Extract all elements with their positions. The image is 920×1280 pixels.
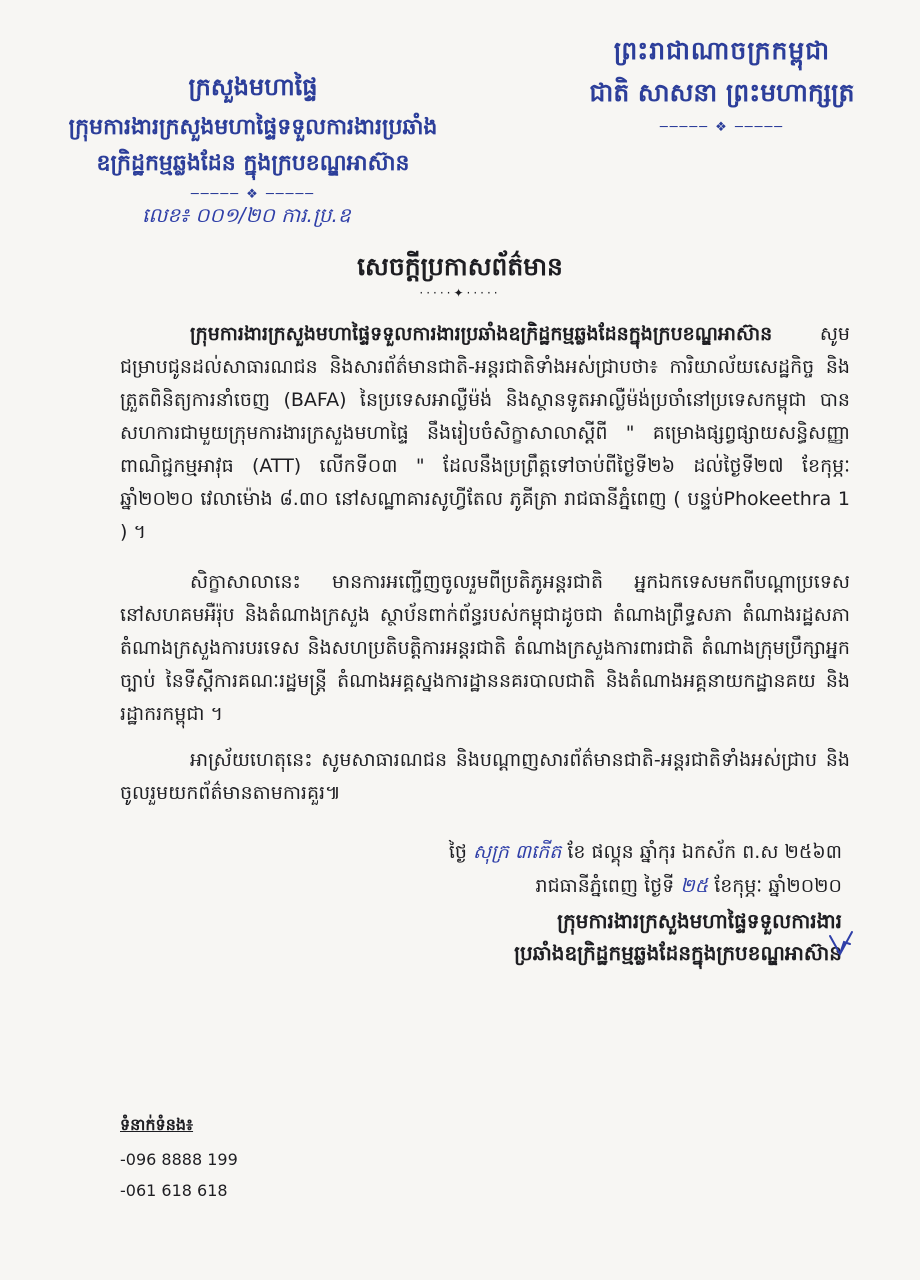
ornament-icon: ───── ❖ ───── xyxy=(190,187,316,202)
reference-number: លេខ៖ ០០១/២០ ការ.ប្រ.ឧ xyxy=(142,203,351,227)
ministry-header xyxy=(38,72,468,202)
kingdom-header xyxy=(572,36,872,135)
working-group-scope: ឧក្រិដ្ឋកម្មឆ្លងដែន ក្នុងក្របខណ្ឌអាស៊ាន xyxy=(96,151,410,176)
solar-date-prefix: រាជធានីភ្នំពេញ ថ្ងៃទី xyxy=(535,875,675,897)
lunar-date-prefix: ថ្ងៃ xyxy=(448,841,467,863)
contact-label: ទំនាក់ទំនង៖ xyxy=(120,1115,194,1134)
signature-mark-icon xyxy=(828,930,854,958)
lunar-date xyxy=(449,835,842,869)
ministry-name: ក្រសួងមហាផ្ទៃ xyxy=(188,73,318,101)
signature-line-2: ប្រឆាំងឧក្រិដ្ឋកម្មឆ្លងដែនក្នុងក្របខណ្ឌអាស៊ាន xyxy=(514,941,842,965)
signature-line-1: ក្រុមការងារក្រសួងមហាផ្ទៃទទួលការងារ xyxy=(557,909,842,933)
solar-date-handwritten: ២៥ xyxy=(680,875,709,897)
contact-phone-2: -061 618 618 xyxy=(120,1181,228,1200)
paragraph-1 xyxy=(120,318,850,549)
kingdom-name: ព្រះរាជាណាចក្រកម្ពុជា xyxy=(613,36,831,65)
contact-phone-1: -096 8888 199 xyxy=(120,1150,238,1169)
signature-block xyxy=(514,905,842,969)
paragraph-1-body: សូមជម្រាបជូនដល់សាធារណជន និងសារព័ត៌មានជាតិ-អន្តរជាតិទាំងអស់ជ្រាបថា៖ ការិយាល័យសេដ្ឋកិច្ច និងត្រួតពិនិត្យការនាំចេញ (BAFA) នៃប្រទេសអាល្លឺម៉ង់ និងស្ថានទូតអាល្លឺម៉ង់ប្រចាំនៅប្រទេសកម្ពុជា បានសហការជាមួយក្រុមការងារក្រសួងមហាផ្ទៃ នឹងរៀបចំសិក្ខាសាលាស្តីពី " គម្រោងផ្សព្វផ្សាយសន្ធិសញ្ញាពាណិជ្ជកម្មអាវុធ (ATT) លើកទី០៣ " ដែលនឹងប្រព្រឹត្តទៅចាប់ពីថ្ងៃទី២៦ ដល់ថ្ងៃទី២៧ ខែកុម្ភៈ ឆ្នាំ២០២០ វេលាម៉ោង ៨.៣០ នៅសណ្ឋាគារសូហ្វីតែល ភូគីត្រា រាជធានីភ្នំពេញ ( បន្ទប់Phokeethra 1 ) ។ xyxy=(120,323,850,543)
paragraph-2: សិក្ខាសាលានេះ មានការអញ្ជើញចូលរួមពីប្រតិភូអន្តរជាតិ អ្នកឯកទេសមកពីបណ្តាប្រទេសនៅសហគមអឺរ៉ុប និងតំណាងក្រសួង ស្ថាប័នពាក់ព័ន្ធរបស់កម្ពុជាដូចជា តំណាងព្រឹទ្ធសភា តំណាងរដ្ឋសភា តំណាងក្រសួងការបរទេស និងសហប្រតិបត្តិការអន្តរជាតិ តំណាងក្រសួងការពារជាតិ តំណាងក្រុមប្រឹក្សាអ្នកច្បាប់ នៃទីស្តីការគណៈរដ្ឋមន្ត្រី តំណាងអគ្គស្នងការដ្ឋាននគរបាលជាតិ និងតំណាងអគ្គនាយកដ្ឋានគយ និងរដ្ឋាករកម្ពុជា ។ xyxy=(120,571,850,725)
lunar-date-rest: ខែ ផល្គុន ឆ្នាំកុរ ឯកស័ក ព.ស ២៥៦៣ xyxy=(567,841,842,863)
kingdom-motto: ជាតិ សាសនា ព្រះមហាក្សត្រ xyxy=(589,78,855,107)
solar-date-rest: ខែកុម្ភៈ ឆ្នាំ២០២០ xyxy=(714,875,842,897)
ornament-icon: ───── ❖ ───── xyxy=(659,120,785,135)
paragraph-1-lead: ក្រុមការងារក្រសួងមហាផ្ទៃទទួលការងារប្រឆាំងឧក្រិដ្ឋកម្មឆ្លងដែនក្នុងក្របខណ្ឌអាស៊ាន xyxy=(190,323,773,345)
page-title: សេចក្តីប្រកាសព័ត៌មាន xyxy=(357,252,563,281)
solar-date xyxy=(449,869,842,903)
date-block xyxy=(449,835,842,903)
contact-block xyxy=(120,1114,238,1200)
working-group-name: ក្រុមការងារក្រសួងមហាផ្ទៃទទួលការងារប្រឆាំង xyxy=(68,115,438,140)
title-ornament-icon: ·····✦····· xyxy=(419,286,501,300)
lunar-date-handwritten: សុក្រ ៣កើត xyxy=(473,841,562,863)
paragraph-3: អាស្រ័យហេតុនេះ សូមសាធារណជន និងបណ្តាញសារព័ត៌មានជាតិ-អន្តរជាតិទាំងអស់ជ្រាប និងចូលរួមយកព័ត៌មានតាមការគួរ៕ xyxy=(120,749,850,804)
